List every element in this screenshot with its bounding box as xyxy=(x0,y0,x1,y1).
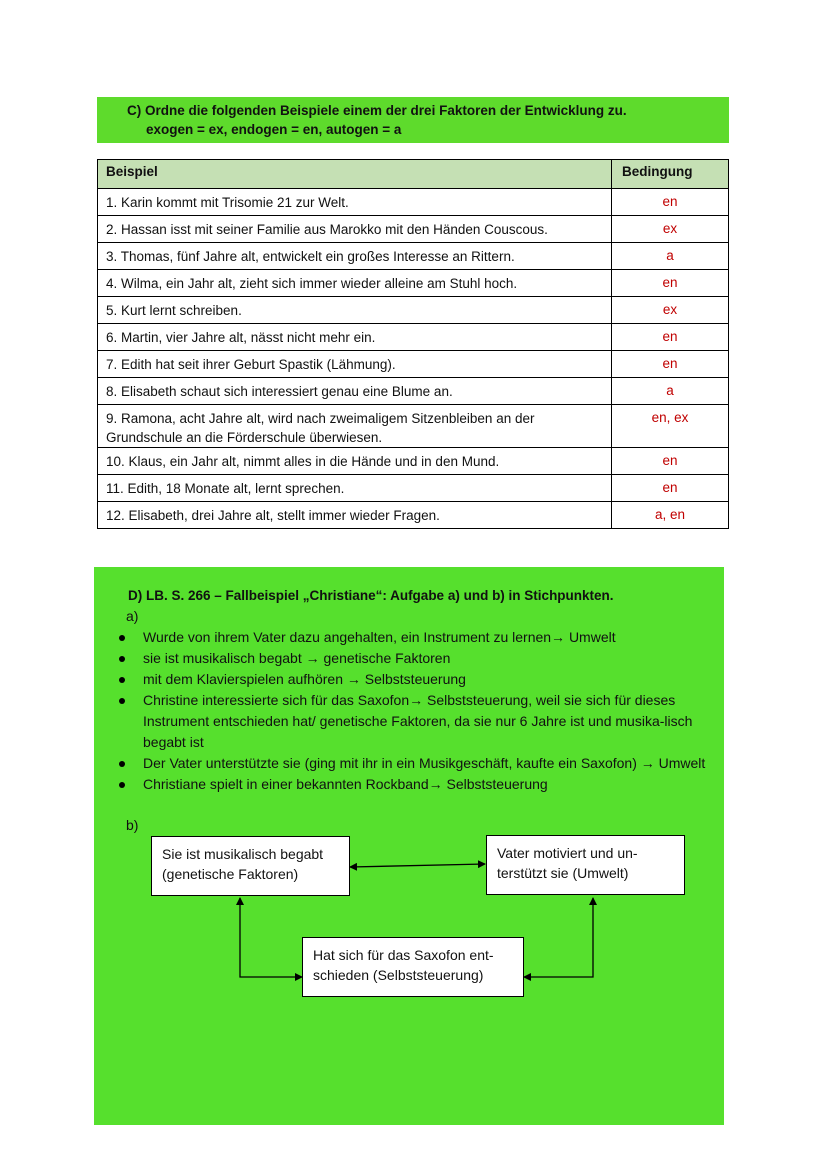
example-cell: 4. Wilma, ein Jahr alt, zieht sich immer wieder alleine am Stuhl hoch. xyxy=(98,270,612,297)
label-b: b) xyxy=(126,817,139,833)
example-cell: 11. Edith, 18 Monate alt, lernt sprechen. xyxy=(98,475,612,502)
table-row xyxy=(98,405,729,448)
section-c-legend: exogen = ex, endogen = en, autogen = a xyxy=(146,122,402,137)
arrow-genetic-father xyxy=(350,864,485,867)
box-self-line-2: schieden (Selbststeuerung) xyxy=(313,967,484,983)
box-self-line-1: Hat sich für das Saxofon ent- xyxy=(313,947,494,963)
table-row xyxy=(98,351,729,378)
condition-cell: en, ex xyxy=(612,405,729,448)
example-line-1: 9. Ramona, acht Jahre alt, wird nach zweimaligem Sitzenbleiben an der xyxy=(106,411,535,426)
table-row xyxy=(98,324,729,351)
box-father-line-1: Vater motiviert und un- xyxy=(497,845,638,861)
condition-cell: en xyxy=(612,448,729,475)
example-line-2: Grundschule an die Förderschule überwiesen. xyxy=(106,430,383,445)
condition-cell: en xyxy=(612,324,729,351)
example-cell: 5. Kurt lernt schreiben. xyxy=(98,297,612,324)
header-example: Beispiel xyxy=(98,160,612,189)
list-item-text: Christiane spielt in einer bekannten Rockband→ Selbststeuerung xyxy=(143,776,548,792)
table-row xyxy=(98,448,729,475)
example-cell: 2. Hassan isst mit seiner Familie aus Marokko mit den Händen Couscous. xyxy=(98,216,612,243)
example-cell: 8. Elisabeth schaut sich interessiert genau eine Blume an. xyxy=(98,378,612,405)
condition-cell: en xyxy=(612,475,729,502)
table-row xyxy=(98,189,729,216)
list-item-text: Wurde von ihrem Vater dazu angehalten, ein Instrument zu lernen→ Umwelt xyxy=(143,629,616,645)
table-header-row xyxy=(98,160,729,189)
section-d-title: D) LB. S. 266 – Fallbeispiel „Christiane“: Aufgabe a) und b) in Stichpunkten. xyxy=(128,588,614,603)
box-genetic-factors xyxy=(151,836,350,896)
arrow-self-father xyxy=(524,898,593,977)
box-father-line-2: terstützt sie (Umwelt) xyxy=(497,865,629,881)
section-c-header xyxy=(97,97,729,143)
section-d xyxy=(94,567,724,1125)
example-cell: 3. Thomas, fünf Jahre alt, entwickelt ein großes Interesse an Rittern. xyxy=(98,243,612,270)
table-row xyxy=(98,475,729,502)
example-cell: 7. Edith hat seit ihrer Geburt Spastik (Lähmung). xyxy=(98,351,612,378)
arrow-genetic-self xyxy=(240,898,302,977)
box-self-regulation xyxy=(302,937,524,997)
condition-cell: en xyxy=(612,351,729,378)
example-cell: 6. Martin, vier Jahre alt, nässt nicht mehr ein. xyxy=(98,324,612,351)
table-row xyxy=(98,502,729,529)
condition-cell: a xyxy=(612,243,729,270)
example-cell: 1. Karin kommt mit Trisomie 21 zur Welt. xyxy=(98,189,612,216)
label-a: a) xyxy=(126,608,139,624)
condition-cell: en xyxy=(612,270,729,297)
list-item-text: Christine interessierte sich für das Saxofon→ Selbststeuerung, weil sie sich für dieses Instrument entschieden hat/ genetische Faktoren, da sie nur 6 Jahre ist und musika-lisch begabt ist xyxy=(143,692,693,750)
example-cell: 12. Elisabeth, drei Jahre alt, stellt immer wieder Fragen. xyxy=(98,502,612,529)
box-genetic-line-1: Sie ist musikalisch begabt xyxy=(162,846,324,862)
table-row xyxy=(98,297,729,324)
table-row xyxy=(98,243,729,270)
table-row xyxy=(98,378,729,405)
list-item-text: sie ist musikalisch begabt → genetische Faktoren xyxy=(143,650,451,666)
condition-cell: ex xyxy=(612,216,729,243)
condition-cell: a xyxy=(612,378,729,405)
list-item-text: mit dem Klavierspielen aufhören → Selbststeuerung xyxy=(143,671,466,687)
condition-cell: en xyxy=(612,189,729,216)
box-genetic-line-2: (genetische Faktoren) xyxy=(162,866,299,882)
example-cell xyxy=(98,405,612,448)
box-father-environment xyxy=(486,835,685,895)
condition-cell: a, en xyxy=(612,502,729,529)
condition-cell: ex xyxy=(612,297,729,324)
table-row xyxy=(98,270,729,297)
list-item-text: Der Vater unterstützte sie (ging mit ihr in ein Musikgeschäft, kaufte ein Saxofon) → Umwelt xyxy=(143,755,706,771)
section-c-title: C) Ordne die folgenden Beispiele einem der drei Faktoren der Entwicklung zu. xyxy=(127,103,627,118)
conditions-table xyxy=(97,159,729,529)
example-cell: 10. Klaus, ein Jahr alt, nimmt alles in die Hände und in den Mund. xyxy=(98,448,612,475)
header-condition: Bedingung xyxy=(612,160,729,189)
table-row xyxy=(98,216,729,243)
